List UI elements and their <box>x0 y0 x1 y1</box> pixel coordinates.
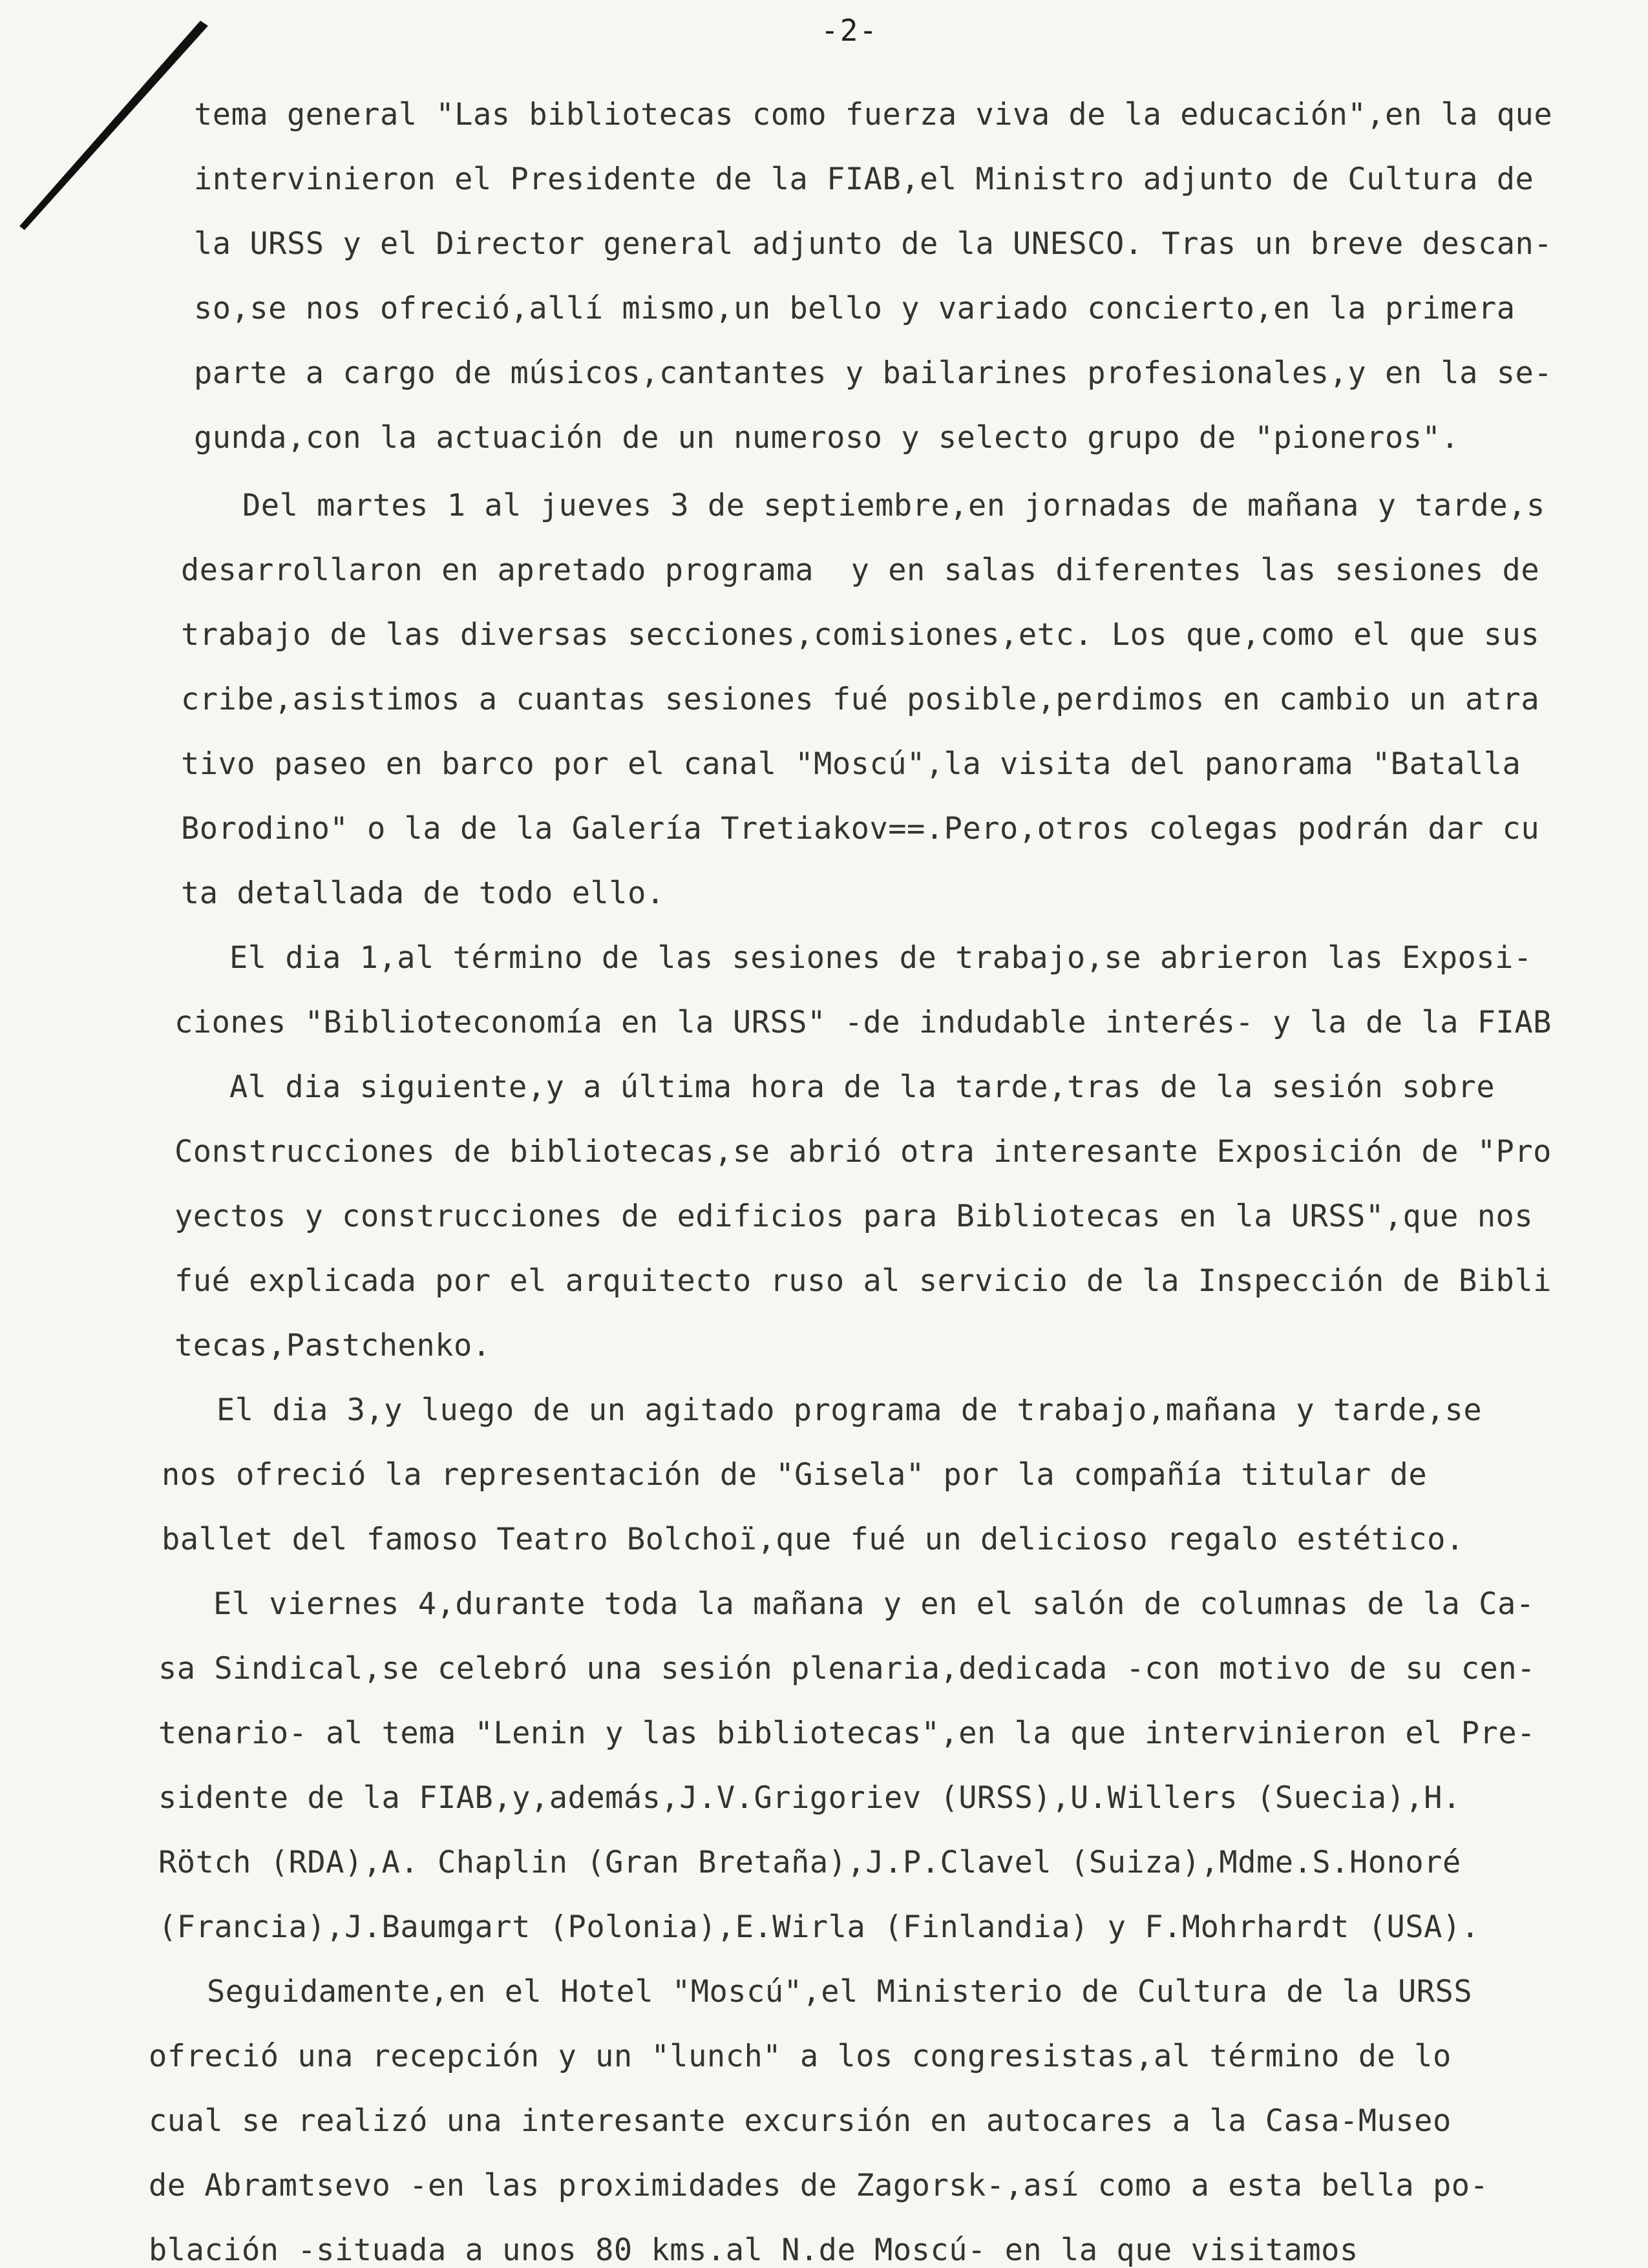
text-line: El dia 1,al término de las sesiones de trabajo,se abrieron las Exposi- <box>229 940 1532 976</box>
text-line: gunda,con la actuación de un numeroso y selecto grupo de "pioneros". <box>194 420 1460 456</box>
text-line: intervinieron el Presidente de la FIAB,el Ministro adjunto de Cultura de <box>194 162 1534 197</box>
text-line: yectos y construcciones de edificios para Bibliotecas en la URSS",que nos <box>174 1199 1534 1234</box>
text-line: tivo paseo en barco por el canal "Moscú",la visita del panorama "Batalla <box>181 746 1521 782</box>
text-line: ta detallada de todo ello. <box>181 876 665 911</box>
text-line: sa Sindical,se celebró una sesión plenaria,dedicada -con motivo de su cen- <box>158 1651 1536 1686</box>
text-line: Del martes 1 al jueves 3 de septiembre,en jornadas de mañana y tarde,s <box>242 488 1545 523</box>
text-line: Construcciones de bibliotecas,se abrió otra interesante Exposición de "Pro <box>174 1134 1552 1170</box>
text-line: la URSS y el Director general adjunto de la UNESCO. Tras un breve descan- <box>194 226 1553 262</box>
text-line: parte a cargo de músicos,cantantes y bailarines profesionales,y en la se- <box>194 355 1553 391</box>
text-line: so,se nos ofreció,allí mismo,un bello y variado concierto,en la primera <box>194 291 1516 326</box>
text-line: ciones "Biblioteconomía en la URSS" -de indudable interés- y la de la FIAB <box>174 1005 1552 1040</box>
text-line: cribe,asistimos a cuantas sesiones fué posible,perdimos en cambio un atra <box>181 682 1540 717</box>
margin-pen-stroke <box>19 13 213 233</box>
text-line: tecas,Pastchenko. <box>174 1328 491 1363</box>
text-line: trabajo de las diversas secciones,comisiones,etc. Los que,como el que sus <box>181 617 1540 653</box>
text-line: ofreció una recepción y un "lunch" a los congresistas,al término de lo <box>149 2039 1452 2074</box>
text-line: blación -situada a unos 80 kms.al N.de Moscú- en la que visitamos <box>149 2232 1358 2268</box>
text-line: ballet del famoso Teatro Bolchoï,que fué un delicioso regalo estético. <box>162 1522 1464 1557</box>
text-line: desarrollaron en apretado programa y en salas diferentes las sesiones de <box>181 552 1540 588</box>
text-line: nos ofreció la representación de "Gisela" por la compañía titular de <box>162 1457 1428 1493</box>
text-line: Borodino" o la de la Galería Tretiakov==.Pero,otros colegas podrán dar cu <box>181 811 1540 846</box>
text-line: El dia 3,y luego de un agitado programa de trabajo,mañana y tarde,se <box>217 1392 1483 1428</box>
text-line: tenario- al tema "Lenin y las bibliotecas",en la que intervinieron el Pre- <box>158 1716 1536 1751</box>
page-number: -2- <box>821 13 879 48</box>
text-line: fué explicada por el arquitecto ruso al servicio de la Inspección de Bibli <box>174 1263 1552 1299</box>
text-line: de Abramtsevo -en las proximidades de Zagorsk-,así como a esta bella po- <box>149 2168 1489 2203</box>
text-line: Seguidamente,en el Hotel "Moscú",el Ministerio de Cultura de la URSS <box>207 1974 1473 2010</box>
text-line: El viernes 4,durante toda la mañana y en el salón de columnas de la Ca- <box>213 1586 1535 1622</box>
text-line: tema general "Las bibliotecas como fuerza viva de la educación",en la que <box>194 97 1553 132</box>
text-line: Al dia siguiente,y a última hora de la tarde,tras de la sesión sobre <box>229 1069 1495 1105</box>
text-line: cual se realizó una interesante excursión en autocares a la Casa-Museo <box>149 2103 1452 2139</box>
text-line: (Francia),J.Baumgart (Polonia),E.Wirla (Finlandia) y F.Mohrhardt (USA). <box>158 1909 1480 1945</box>
text-line: sidente de la FIAB,y,además,J.V.Grigoriev (URSS),U.Willers (Suecia),H. <box>158 1780 1461 1816</box>
text-line: Rötch (RDA),A. Chaplin (Gran Bretaña),J.P.Clavel (Suiza),Mdme.S.Honoré <box>158 1845 1461 1880</box>
